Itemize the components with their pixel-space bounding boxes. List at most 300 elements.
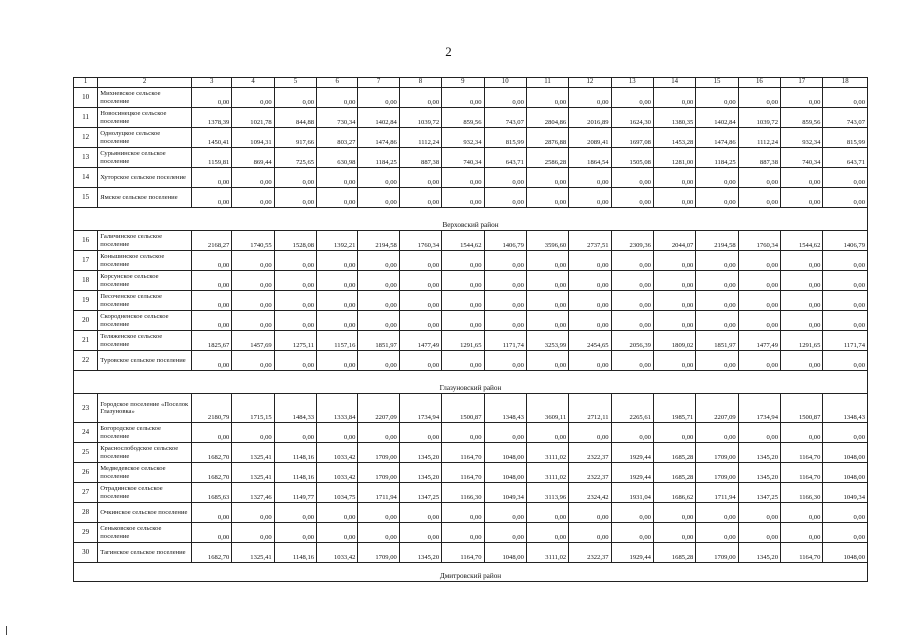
value-cell: 1500,87 bbox=[781, 394, 823, 423]
value-cell: 859,56 bbox=[781, 108, 823, 128]
row-number: 18 bbox=[74, 271, 98, 291]
value-cell: 2194,58 bbox=[696, 231, 738, 251]
value-cell: 1157,16 bbox=[317, 331, 358, 351]
value-cell: 0,00 bbox=[653, 311, 695, 331]
value-cell: 869,44 bbox=[232, 148, 274, 168]
value-cell: 0,00 bbox=[192, 523, 232, 543]
value-cell: 1685,28 bbox=[653, 443, 695, 463]
value-cell: 0,00 bbox=[823, 351, 868, 371]
value-cell: 1697,08 bbox=[611, 128, 653, 148]
district-header: Дмитровский район bbox=[74, 563, 868, 582]
table-row bbox=[74, 168, 868, 188]
row-number: 15 bbox=[74, 188, 98, 208]
value-cell: 1378,39 bbox=[192, 108, 232, 128]
value-cell: 1034,75 bbox=[317, 483, 358, 503]
value-cell: 0,00 bbox=[442, 271, 484, 291]
value-cell: 1760,34 bbox=[399, 231, 441, 251]
value-cell: 0,00 bbox=[358, 271, 399, 291]
value-cell: 630,98 bbox=[317, 148, 358, 168]
value-cell: 1164,70 bbox=[442, 543, 484, 563]
data-table-container bbox=[73, 77, 868, 582]
value-cell: 0,00 bbox=[442, 351, 484, 371]
settlement-name: Сурьянинское сельское поселение bbox=[98, 148, 192, 168]
value-cell: 1682,70 bbox=[192, 543, 232, 563]
value-cell: 3111,02 bbox=[526, 443, 568, 463]
value-cell: 887,38 bbox=[399, 148, 441, 168]
value-cell: 0,00 bbox=[781, 271, 823, 291]
value-cell: 932,34 bbox=[442, 128, 484, 148]
value-cell: 743,07 bbox=[823, 108, 868, 128]
row-number: 11 bbox=[74, 108, 98, 128]
value-cell: 0,00 bbox=[781, 503, 823, 523]
value-cell: 1345,20 bbox=[738, 443, 780, 463]
value-cell: 0,00 bbox=[358, 423, 399, 443]
column-header: 7 bbox=[358, 78, 399, 88]
value-cell: 0,00 bbox=[526, 503, 568, 523]
value-cell: 725,65 bbox=[274, 148, 316, 168]
table-row bbox=[74, 394, 868, 423]
district-row bbox=[74, 371, 868, 394]
value-cell: 0,00 bbox=[611, 271, 653, 291]
value-cell: 2804,86 bbox=[526, 108, 568, 128]
value-cell: 0,00 bbox=[653, 251, 695, 271]
value-cell: 1166,30 bbox=[781, 483, 823, 503]
value-cell: 0,00 bbox=[653, 88, 695, 108]
value-cell: 0,00 bbox=[317, 168, 358, 188]
value-cell: 0,00 bbox=[399, 503, 441, 523]
value-cell: 0,00 bbox=[696, 168, 738, 188]
value-cell: 1685,28 bbox=[653, 543, 695, 563]
district-header: Верховский район bbox=[74, 208, 868, 231]
value-cell: 0,00 bbox=[192, 291, 232, 311]
value-cell: 3111,02 bbox=[526, 543, 568, 563]
value-cell: 0,00 bbox=[358, 523, 399, 543]
value-cell: 0,00 bbox=[317, 523, 358, 543]
value-cell: 1851,97 bbox=[696, 331, 738, 351]
value-cell: 0,00 bbox=[317, 423, 358, 443]
value-cell: 1544,62 bbox=[781, 231, 823, 251]
value-cell: 1500,87 bbox=[442, 394, 484, 423]
value-cell: 1033,42 bbox=[317, 463, 358, 483]
value-cell: 0,00 bbox=[781, 168, 823, 188]
value-cell: 2454,65 bbox=[569, 331, 611, 351]
value-cell: 0,00 bbox=[484, 523, 526, 543]
value-cell: 1709,00 bbox=[358, 463, 399, 483]
value-cell: 1348,43 bbox=[484, 394, 526, 423]
table-row bbox=[74, 108, 868, 128]
value-cell: 1931,04 bbox=[611, 483, 653, 503]
value-cell: 0,00 bbox=[484, 271, 526, 291]
value-cell: 1450,41 bbox=[192, 128, 232, 148]
value-cell: 3253,99 bbox=[526, 331, 568, 351]
settlement-name: Корсунское сельское поселение bbox=[98, 271, 192, 291]
value-cell: 0,00 bbox=[611, 291, 653, 311]
value-cell: 0,00 bbox=[232, 423, 274, 443]
value-cell: 1624,30 bbox=[611, 108, 653, 128]
value-cell: 0,00 bbox=[526, 291, 568, 311]
value-cell: 0,00 bbox=[274, 291, 316, 311]
value-cell: 0,00 bbox=[399, 291, 441, 311]
value-cell: 0,00 bbox=[317, 271, 358, 291]
value-cell: 1164,70 bbox=[781, 543, 823, 563]
value-cell: 0,00 bbox=[611, 188, 653, 208]
value-cell: 0,00 bbox=[653, 271, 695, 291]
value-cell: 1048,00 bbox=[484, 543, 526, 563]
settlement-name: Новосинецкое сельское поселение bbox=[98, 108, 192, 128]
settlement-name: Скородненское сельское поселение bbox=[98, 311, 192, 331]
table-row bbox=[74, 251, 868, 271]
value-cell: 0,00 bbox=[274, 88, 316, 108]
column-header: 1 bbox=[74, 78, 98, 88]
value-cell: 0,00 bbox=[274, 351, 316, 371]
table-row bbox=[74, 88, 868, 108]
value-cell: 1864,54 bbox=[569, 148, 611, 168]
column-header: 17 bbox=[781, 78, 823, 88]
value-cell: 1474,86 bbox=[696, 128, 738, 148]
value-cell: 0,00 bbox=[274, 503, 316, 523]
table-row bbox=[74, 148, 868, 168]
value-cell: 1164,70 bbox=[781, 443, 823, 463]
value-cell: 0,00 bbox=[484, 351, 526, 371]
value-cell: 1281,00 bbox=[653, 148, 695, 168]
table-row bbox=[74, 503, 868, 523]
value-cell: 0,00 bbox=[738, 88, 780, 108]
settlement-name: Краснослободское сельское поселение bbox=[98, 443, 192, 463]
value-cell: 0,00 bbox=[526, 351, 568, 371]
value-cell: 1048,00 bbox=[823, 543, 868, 563]
row-number: 25 bbox=[74, 443, 98, 463]
value-cell: 0,00 bbox=[484, 291, 526, 311]
column-header: 3 bbox=[192, 78, 232, 88]
settlement-name: Михневское сельское поселение bbox=[98, 88, 192, 108]
value-cell: 0,00 bbox=[358, 168, 399, 188]
value-cell: 0,00 bbox=[569, 503, 611, 523]
value-cell: 1048,00 bbox=[823, 463, 868, 483]
value-cell: 2712,11 bbox=[569, 394, 611, 423]
value-cell: 1171,74 bbox=[484, 331, 526, 351]
row-number: 13 bbox=[74, 148, 98, 168]
table-row bbox=[74, 543, 868, 563]
value-cell: 0,00 bbox=[823, 188, 868, 208]
value-cell: 0,00 bbox=[232, 251, 274, 271]
value-cell: 2265,61 bbox=[611, 394, 653, 423]
value-cell: 1347,25 bbox=[738, 483, 780, 503]
value-cell: 0,00 bbox=[274, 423, 316, 443]
value-cell: 1682,70 bbox=[192, 463, 232, 483]
value-cell: 0,00 bbox=[442, 503, 484, 523]
value-cell: 1929,44 bbox=[611, 463, 653, 483]
value-cell: 1033,42 bbox=[317, 443, 358, 463]
value-cell: 0,00 bbox=[232, 351, 274, 371]
value-cell: 0,00 bbox=[399, 523, 441, 543]
value-cell: 0,00 bbox=[442, 168, 484, 188]
value-cell: 1048,00 bbox=[484, 463, 526, 483]
value-cell: 0,00 bbox=[611, 88, 653, 108]
value-cell: 0,00 bbox=[611, 251, 653, 271]
value-cell: 0,00 bbox=[781, 291, 823, 311]
value-cell: 859,56 bbox=[442, 108, 484, 128]
table-row bbox=[74, 443, 868, 463]
value-cell: 0,00 bbox=[192, 311, 232, 331]
value-cell: 0,00 bbox=[484, 88, 526, 108]
value-cell: 887,38 bbox=[738, 148, 780, 168]
column-header: 15 bbox=[696, 78, 738, 88]
table-row bbox=[74, 463, 868, 483]
value-cell: 0,00 bbox=[442, 251, 484, 271]
value-cell: 0,00 bbox=[611, 423, 653, 443]
value-cell: 1711,94 bbox=[358, 483, 399, 503]
table-row bbox=[74, 231, 868, 251]
value-cell: 1740,55 bbox=[232, 231, 274, 251]
value-cell: 1148,16 bbox=[274, 463, 316, 483]
value-cell: 0,00 bbox=[696, 423, 738, 443]
value-cell: 0,00 bbox=[738, 311, 780, 331]
value-cell: 1402,84 bbox=[696, 108, 738, 128]
value-cell: 1039,72 bbox=[738, 108, 780, 128]
table-body bbox=[74, 78, 868, 582]
row-number: 21 bbox=[74, 331, 98, 351]
value-cell: 0,00 bbox=[696, 188, 738, 208]
value-cell: 0,00 bbox=[274, 523, 316, 543]
value-cell: 0,00 bbox=[484, 168, 526, 188]
value-cell: 2737,51 bbox=[569, 231, 611, 251]
value-cell: 1985,71 bbox=[653, 394, 695, 423]
row-number: 19 bbox=[74, 291, 98, 311]
value-cell: 2180,79 bbox=[192, 394, 232, 423]
value-cell: 0,00 bbox=[192, 423, 232, 443]
tariff-table bbox=[73, 77, 868, 582]
value-cell: 0,00 bbox=[696, 88, 738, 108]
value-cell: 0,00 bbox=[569, 251, 611, 271]
column-header: 2 bbox=[98, 78, 192, 88]
value-cell: 1275,11 bbox=[274, 331, 316, 351]
value-cell: 1048,00 bbox=[484, 443, 526, 463]
value-cell: 0,00 bbox=[232, 291, 274, 311]
value-cell: 1345,20 bbox=[399, 443, 441, 463]
value-cell: 1709,00 bbox=[358, 543, 399, 563]
value-cell: 0,00 bbox=[358, 251, 399, 271]
value-cell: 0,00 bbox=[653, 503, 695, 523]
value-cell: 0,00 bbox=[738, 291, 780, 311]
table-row bbox=[74, 271, 868, 291]
value-cell: 3111,02 bbox=[526, 463, 568, 483]
value-cell: 0,00 bbox=[358, 88, 399, 108]
value-cell: 0,00 bbox=[192, 168, 232, 188]
column-header: 12 bbox=[569, 78, 611, 88]
value-cell: 0,00 bbox=[823, 523, 868, 543]
value-cell: 0,00 bbox=[569, 88, 611, 108]
value-cell: 1715,15 bbox=[232, 394, 274, 423]
value-cell: 0,00 bbox=[823, 291, 868, 311]
value-cell: 3596,60 bbox=[526, 231, 568, 251]
value-cell: 0,00 bbox=[484, 188, 526, 208]
value-cell: 0,00 bbox=[738, 188, 780, 208]
value-cell: 1709,00 bbox=[696, 543, 738, 563]
value-cell: 2322,37 bbox=[569, 443, 611, 463]
settlement-name: Теляженское сельское поселение bbox=[98, 331, 192, 351]
value-cell: 0,00 bbox=[696, 271, 738, 291]
value-cell: 2044,07 bbox=[653, 231, 695, 251]
value-cell: 1682,70 bbox=[192, 443, 232, 463]
row-number: 10 bbox=[74, 88, 98, 108]
value-cell: 2056,39 bbox=[611, 331, 653, 351]
value-cell: 0,00 bbox=[781, 251, 823, 271]
value-cell: 0,00 bbox=[358, 503, 399, 523]
district-row bbox=[74, 208, 868, 231]
value-cell: 0,00 bbox=[358, 291, 399, 311]
table-row bbox=[74, 483, 868, 503]
value-cell: 0,00 bbox=[781, 351, 823, 371]
row-number: 17 bbox=[74, 251, 98, 271]
row-number: 12 bbox=[74, 128, 98, 148]
value-cell: 3609,11 bbox=[526, 394, 568, 423]
value-cell: 0,00 bbox=[653, 351, 695, 371]
value-cell: 0,00 bbox=[781, 423, 823, 443]
value-cell: 1392,21 bbox=[317, 231, 358, 251]
row-number: 26 bbox=[74, 463, 98, 483]
value-cell: 0,00 bbox=[484, 311, 526, 331]
value-cell: 1148,16 bbox=[274, 443, 316, 463]
settlement-name: Медведевское сельское поселение bbox=[98, 463, 192, 483]
value-cell: 1327,46 bbox=[232, 483, 274, 503]
value-cell: 0,00 bbox=[317, 291, 358, 311]
value-cell: 3113,96 bbox=[526, 483, 568, 503]
value-cell: 0,00 bbox=[611, 311, 653, 331]
value-cell: 0,00 bbox=[653, 188, 695, 208]
row-number: 29 bbox=[74, 523, 98, 543]
value-cell: 0,00 bbox=[611, 503, 653, 523]
value-cell: 1528,08 bbox=[274, 231, 316, 251]
value-cell: 1380,35 bbox=[653, 108, 695, 128]
value-cell: 1333,84 bbox=[317, 394, 358, 423]
table-row bbox=[74, 128, 868, 148]
value-cell: 0,00 bbox=[738, 271, 780, 291]
margin-mark bbox=[6, 626, 7, 635]
value-cell: 0,00 bbox=[526, 523, 568, 543]
value-cell: 0,00 bbox=[358, 188, 399, 208]
row-number: 22 bbox=[74, 351, 98, 371]
value-cell: 0,00 bbox=[399, 251, 441, 271]
row-number: 23 bbox=[74, 394, 98, 423]
value-cell: 1148,16 bbox=[274, 543, 316, 563]
value-cell: 0,00 bbox=[653, 523, 695, 543]
value-cell: 0,00 bbox=[442, 311, 484, 331]
value-cell: 643,71 bbox=[823, 148, 868, 168]
value-cell: 1094,31 bbox=[232, 128, 274, 148]
value-cell: 0,00 bbox=[399, 311, 441, 331]
value-cell: 0,00 bbox=[569, 168, 611, 188]
value-cell: 1112,24 bbox=[399, 128, 441, 148]
settlement-name: Отрадинское сельское поселение bbox=[98, 483, 192, 503]
value-cell: 1325,41 bbox=[232, 443, 274, 463]
value-cell: 1685,63 bbox=[192, 483, 232, 503]
settlement-name: Богородское сельское поселение bbox=[98, 423, 192, 443]
value-cell: 0,00 bbox=[192, 503, 232, 523]
value-cell: 0,00 bbox=[611, 523, 653, 543]
header-row bbox=[74, 78, 868, 88]
value-cell: 1709,00 bbox=[358, 443, 399, 463]
value-cell: 0,00 bbox=[232, 188, 274, 208]
page-number: 2 bbox=[445, 44, 452, 59]
value-cell: 0,00 bbox=[442, 291, 484, 311]
value-cell: 0,00 bbox=[232, 503, 274, 523]
value-cell: 2876,88 bbox=[526, 128, 568, 148]
value-cell: 0,00 bbox=[653, 168, 695, 188]
settlement-name: Городское поселение «Поселок Глазуновка» bbox=[98, 394, 192, 423]
value-cell: 1484,33 bbox=[274, 394, 316, 423]
value-cell: 1457,69 bbox=[232, 331, 274, 351]
value-cell: 1453,28 bbox=[653, 128, 695, 148]
value-cell: 1477,49 bbox=[399, 331, 441, 351]
row-number: 30 bbox=[74, 543, 98, 563]
value-cell: 2207,09 bbox=[358, 394, 399, 423]
value-cell: 0,00 bbox=[823, 423, 868, 443]
value-cell: 1402,84 bbox=[358, 108, 399, 128]
column-header: 5 bbox=[274, 78, 316, 88]
value-cell: 0,00 bbox=[192, 188, 232, 208]
settlement-name: Очкинское сельское поселение bbox=[98, 503, 192, 523]
settlement-name: Песоченское сельское поселение bbox=[98, 291, 192, 311]
column-header: 18 bbox=[823, 78, 868, 88]
value-cell: 1809,02 bbox=[653, 331, 695, 351]
value-cell: 0,00 bbox=[696, 251, 738, 271]
value-cell: 1345,20 bbox=[738, 543, 780, 563]
value-cell: 1929,44 bbox=[611, 543, 653, 563]
value-cell: 0,00 bbox=[611, 168, 653, 188]
value-cell: 740,34 bbox=[442, 148, 484, 168]
value-cell: 0,00 bbox=[738, 523, 780, 543]
row-number: 14 bbox=[74, 168, 98, 188]
row-number: 16 bbox=[74, 231, 98, 251]
value-cell: 0,00 bbox=[569, 423, 611, 443]
settlement-name: Ямское сельское поселение bbox=[98, 188, 192, 208]
value-cell: 0,00 bbox=[569, 291, 611, 311]
value-cell: 0,00 bbox=[232, 88, 274, 108]
value-cell: 0,00 bbox=[399, 168, 441, 188]
value-cell: 1544,62 bbox=[442, 231, 484, 251]
value-cell: 1164,70 bbox=[781, 463, 823, 483]
value-cell: 0,00 bbox=[569, 271, 611, 291]
value-cell: 0,00 bbox=[274, 311, 316, 331]
value-cell: 0,00 bbox=[696, 311, 738, 331]
value-cell: 1171,74 bbox=[823, 331, 868, 351]
value-cell: 0,00 bbox=[653, 291, 695, 311]
value-cell: 0,00 bbox=[232, 168, 274, 188]
value-cell: 0,00 bbox=[192, 251, 232, 271]
value-cell: 0,00 bbox=[358, 351, 399, 371]
value-cell: 1325,41 bbox=[232, 543, 274, 563]
table-row bbox=[74, 291, 868, 311]
value-cell: 0,00 bbox=[696, 351, 738, 371]
table-row bbox=[74, 523, 868, 543]
column-header: 8 bbox=[399, 78, 441, 88]
value-cell: 932,34 bbox=[781, 128, 823, 148]
value-cell: 1112,24 bbox=[738, 128, 780, 148]
value-cell: 1347,25 bbox=[399, 483, 441, 503]
value-cell: 0,00 bbox=[823, 271, 868, 291]
value-cell: 0,00 bbox=[526, 88, 568, 108]
value-cell: 1711,94 bbox=[696, 483, 738, 503]
value-cell: 0,00 bbox=[484, 503, 526, 523]
value-cell: 1929,44 bbox=[611, 443, 653, 463]
value-cell: 0,00 bbox=[317, 88, 358, 108]
value-cell: 2324,42 bbox=[569, 483, 611, 503]
value-cell: 0,00 bbox=[484, 423, 526, 443]
value-cell: 0,00 bbox=[274, 188, 316, 208]
value-cell: 2586,28 bbox=[526, 148, 568, 168]
settlement-name: Туровское сельское поселение bbox=[98, 351, 192, 371]
value-cell: 0,00 bbox=[781, 188, 823, 208]
